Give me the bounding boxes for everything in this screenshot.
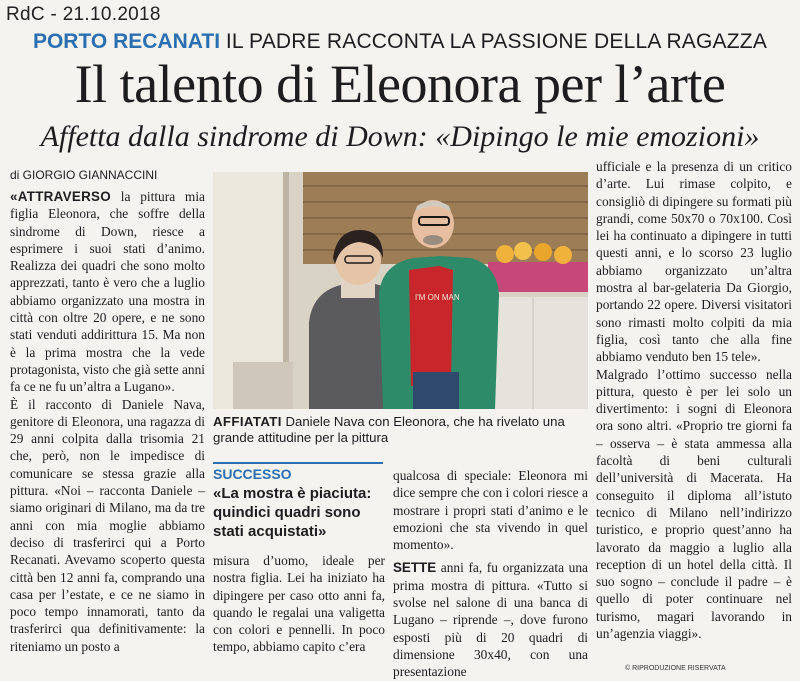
photo-caption — [213, 414, 588, 446]
lead-word: «ATTRAVERSO — [10, 189, 112, 204]
kicker — [0, 30, 800, 54]
headline: Il talento di Eleonora per l’arte — [74, 54, 726, 114]
pull-quote-label: SUCCESSO — [213, 466, 292, 482]
lead-word: SETTE — [393, 560, 437, 576]
caption-text: Daniele Nava con Eleonora, che ha rivelato una grande attitudine per la pittura — [213, 414, 565, 445]
source-date: RdC - 21.10.2018 — [6, 4, 161, 25]
article-column-3 — [393, 467, 588, 681]
article-photo — [213, 172, 588, 409]
article-column-1 — [10, 188, 205, 655]
byline: di GIORGIO GIANNACCINI — [10, 168, 158, 182]
kicker-location: PORTO RECANATI — [32, 30, 221, 53]
paragraph: È il racconto di Daniele Nava, genitore di Eleonora, una ragazza di 29 anni colpita dalla trisomia 21 che, però, non le impedisce di comunicare se stessa grazie alla pittura. «Noi – racconta Daniele – siamo originari di Milano, ma da tre anni con mia moglie abbiamo deciso di trasferirci qui a Porto Recanati. Avevamo scoperto questa città ben 12 anni fa, comprando una casa per l’estate, e ce ne siamo in poco tempo innamorati, tanto da trasferirci qua definitivamente: la riteniamo un posto a — [10, 396, 205, 654]
article-column-4 — [596, 158, 792, 642]
pull-quote-text: «La mostra è piaciuta: quindici quadri sono stati acquistati» — [213, 485, 372, 540]
caption-tag: AFFIATATI — [213, 414, 282, 429]
photo-illustration — [213, 172, 588, 409]
copyright-note: © RIPRODUZIONE RISERVATA — [625, 665, 726, 672]
shirt-print: I'M ON MAN — [415, 293, 460, 302]
deck: Affetta dalla sindrome di Down: «Dipingo le mie emozioni» — [40, 120, 760, 153]
paragraph: misura d’uomo, ideale per nostra figlia. Lei ha iniziato ha dipingere per caso otto anni fa, quando le regalai una valigetta con colori e pennelli. In poco tempo, abbiamo capito c’era — [213, 553, 385, 655]
paragraph: ufficiale e la presenza di un critico d’arte. Lui rimase colpito, e consigliò di dipingere su formati più grandi, come 50x70 o 70x100. Così lei ha continuato a dipingere in tutti questi anni, e lo scorso 23 luglio abbiamo organizzato un’altra mostra al bar-gelateria Da Giorgio, portando 22 opere. Diversi visitatori sono rimasti molto colpiti da mia figlia, così tanto che alla fine abbiamo venduto ben 15 tele». — [596, 159, 792, 365]
paragraph: Malgrado l’ottimo successo nella pittura, questo è per lei solo un divertimento: i sogni di Eleonora ora sono altri. «Proprio tre giorni fa – osserva – è stata ammessa alla facoltà di beni culturali dell’università di Macerata. Ha conseguito il diploma all’istuto tecnico di Milano nell’indirizzo turistico, e proprio quest’anno ha lavorato da maggio a luglio alla reception di un hotel della città. Il suo sogno – conclude il padre – è quello di poter continuare nel turismo, magari lavorando in un’agenzia viaggi». — [596, 366, 792, 642]
pull-quote — [213, 462, 383, 541]
article-column-2 — [213, 552, 385, 656]
paragraph — [393, 559, 588, 680]
kicker-text: IL PADRE RACCONTA LA PASSIONE DELLA RAGAZZA — [225, 30, 768, 53]
paragraph — [10, 188, 205, 396]
paragraph-text: la pittura mia figlia Eleonora, che soffre della sindrome di Down, riesce a esprimere i suoi stati d’animo. Realizza dei quadri che sono molto apprezzati, tanto è vero che a luglio abbiamo organizzato una mostra in città con oltre 20 opere, e ne sono stati venduti addirittura 15. Ma non è la prima mostra che la vede protagonista, visto che già sette anni fa ce ne fu un’altra a Lugano». — [10, 189, 205, 395]
paragraph: qualcosa di speciale: Eleonora mi dice sempre che con i colori riesce a mostrare i propri stati d’animo e le emozioni che sta vivendo in quel momento». — [393, 468, 588, 553]
paragraph-text: anni fa, fu organizzata una prima mostra di pittura. «Tutto si svolse nel salone di una banca di Lugano – riprende –, dove furono esposti più di 20 quadri di dimensione 30x40, con una presentazione — [393, 560, 588, 680]
